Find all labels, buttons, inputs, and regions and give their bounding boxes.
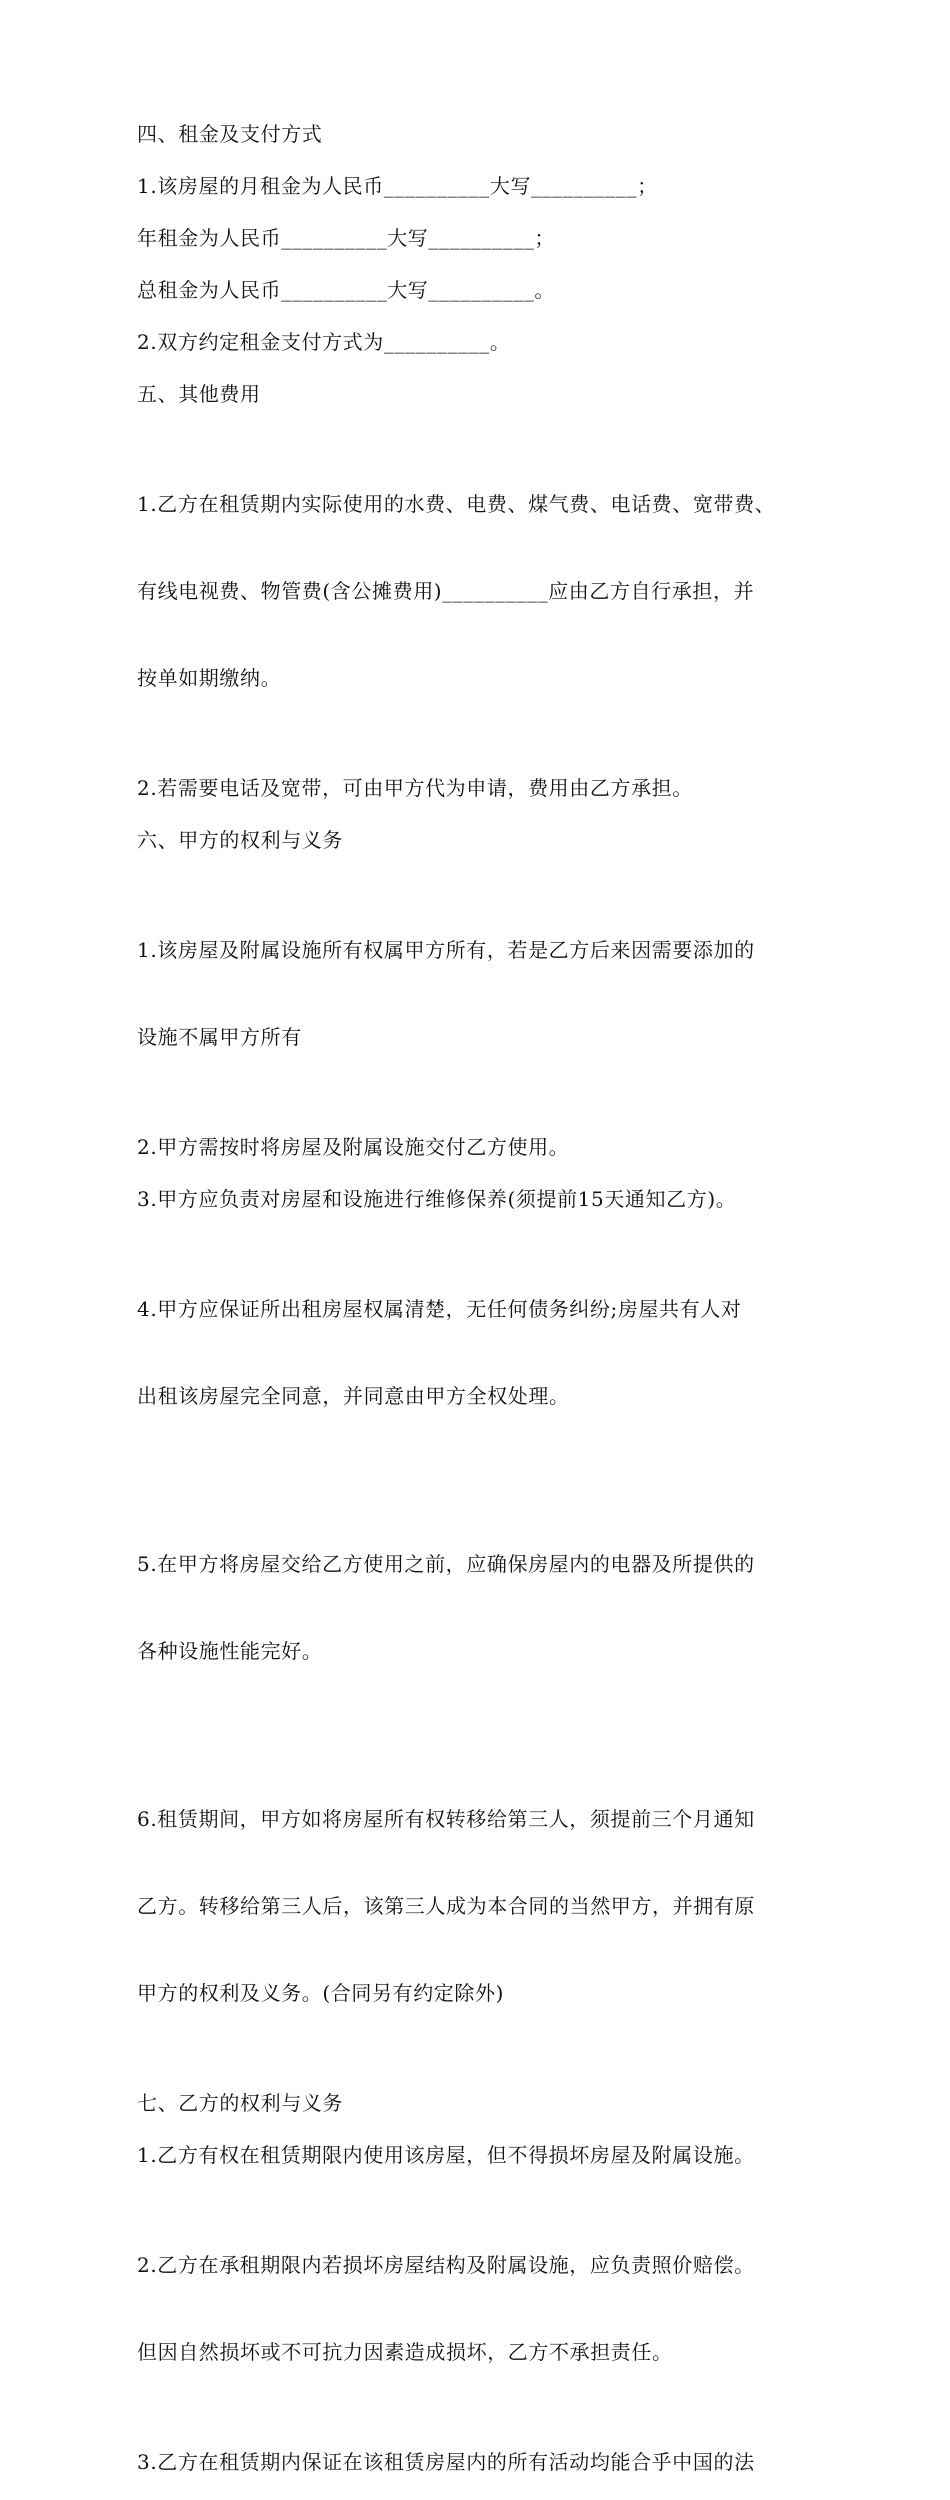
section-heading-other-fees bbox=[137, 380, 837, 409]
text-line: 六、甲方的权利与义务 bbox=[137, 828, 343, 852]
text-line: 1.乙方在租赁期内实际使用的水费、电费、煤气费、电话费、宽带费、 bbox=[137, 492, 776, 516]
text-line: 2.双方约定租金支付方式为__________。 bbox=[137, 330, 511, 354]
section-heading-party-a bbox=[137, 826, 837, 855]
section-heading-party-b bbox=[137, 2089, 837, 2118]
text-line: 七、乙方的权利与义务 bbox=[137, 2091, 343, 2115]
document-page bbox=[137, 120, 837, 2500]
text-line: 有线电视费、物管费(含公摊费用)__________应由乙方自行承担，并 bbox=[137, 579, 755, 603]
text-line: 2.甲方需按时将房屋及附属设施交付乙方使用。 bbox=[137, 1135, 570, 1159]
paragraph-party-b-2 bbox=[137, 2193, 837, 2425]
paragraph-annual-rent bbox=[137, 224, 837, 253]
text-line: 1.该房屋的月租金为人民币__________大写__________； bbox=[137, 174, 658, 198]
paragraph-party-a-1 bbox=[137, 878, 837, 1110]
text-line: 甲方的权利及义务。(合同另有约定除外) bbox=[137, 1981, 505, 2005]
text-line: 1.乙方有权在租赁期限内使用该房屋，但不得损坏房屋及附属设施。 bbox=[137, 2143, 755, 2167]
paragraph-phone-broadband bbox=[137, 774, 837, 803]
text-line: 按单如期缴纳。 bbox=[137, 666, 282, 690]
text-line: 3.甲方应负责对房屋和设施进行维修保养(须提前15天通知乙方)。 bbox=[137, 1187, 737, 1211]
section-heading-rent bbox=[137, 120, 837, 149]
text-line: 出租该房屋完全同意，并同意由甲方全权处理。 bbox=[137, 1384, 570, 1408]
paragraph-party-a-2 bbox=[137, 1133, 837, 1162]
paragraph-party-a-3 bbox=[137, 1185, 837, 1214]
text-line: 4.甲方应保证所出租房屋权属清楚，无任何债务纠纷;房屋共有人对 bbox=[137, 1297, 742, 1321]
text-line: 1.该房屋及附属设施所有权属甲方所有，若是乙方后来因需要添加的 bbox=[137, 938, 755, 962]
text-line: 2.乙方在承租期限内若损坏房屋结构及附属设施，应负责照价赔偿。 bbox=[137, 2253, 755, 2277]
paragraph-utility-fees bbox=[137, 432, 837, 751]
text-line: 6.租赁期间，甲方如将房屋所有权转移给第三人，须提前三个月通知 bbox=[137, 1807, 755, 1831]
paragraph-total-rent bbox=[137, 276, 837, 305]
text-line: 年租金为人民币__________大写__________； bbox=[137, 226, 555, 250]
text-line: 3.乙方在租赁期内保证在该租赁房屋内的所有活动均能合乎中国的法 bbox=[137, 2450, 755, 2474]
paragraph-party-a-4 bbox=[137, 1237, 837, 1469]
text-line: 5.在甲方将房屋交给乙方使用之前，应确保房屋内的电器及所提供的 bbox=[137, 1552, 755, 1576]
text-line: 乙方。转移给第三人后，该第三人成为本合同的当然甲方，并拥有原 bbox=[137, 1894, 755, 1918]
paragraph-party-a-6 bbox=[137, 1747, 837, 2066]
paragraph-monthly-rent bbox=[137, 172, 837, 201]
text-line: 2.若需要电话及宽带，可由甲方代为申请，费用由乙方承担。 bbox=[137, 776, 693, 800]
paragraph-payment-method bbox=[137, 328, 837, 357]
paragraph-party-b-3 bbox=[137, 2448, 837, 2477]
text-line: 五、其他费用 bbox=[137, 382, 261, 406]
text-line: 四、租金及支付方式 bbox=[137, 122, 323, 146]
paragraph-party-b-1 bbox=[137, 2141, 837, 2170]
text-line: 设施不属甲方所有 bbox=[137, 1025, 302, 1049]
text-line: 但因自然损坏或不可抗力因素造成损坏，乙方不承担责任。 bbox=[137, 2340, 673, 2364]
text-line: 各种设施性能完好。 bbox=[137, 1639, 323, 1663]
paragraph-party-a-5 bbox=[137, 1492, 837, 1724]
text-line: 总租金为人民币__________大写__________。 bbox=[137, 278, 555, 302]
